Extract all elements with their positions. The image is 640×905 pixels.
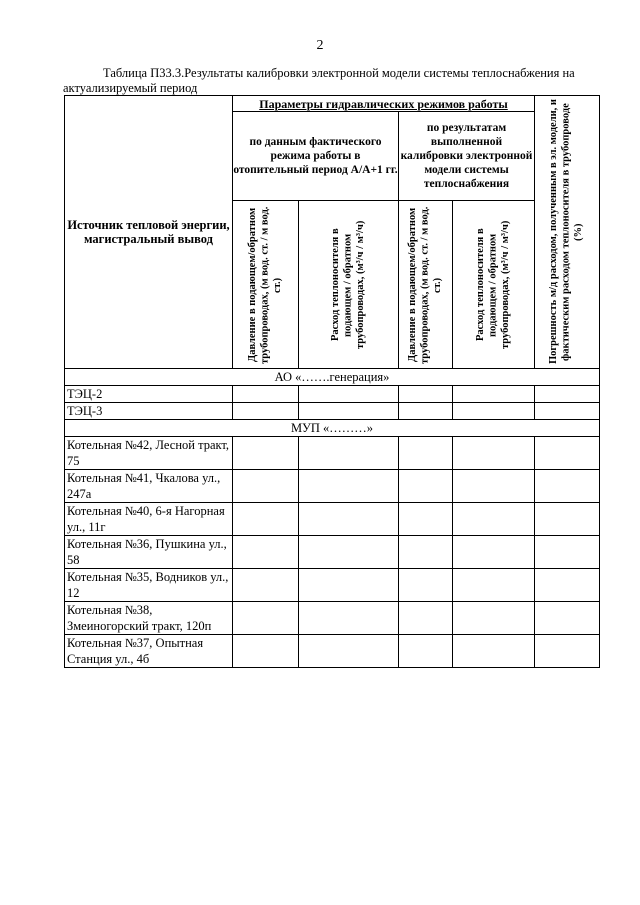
table-row-name: ТЭЦ-3 (65, 403, 233, 420)
header-flow-calib (453, 201, 535, 369)
table-row-name: Котельная №41, Чкалова ул., 247а (65, 470, 233, 503)
table-cell (233, 403, 299, 420)
table-cell (299, 437, 399, 470)
table-cell (453, 470, 535, 503)
table-cell (233, 503, 299, 536)
header-flow-fact (299, 201, 399, 369)
header-pressure-fact (233, 201, 299, 369)
table-cell (299, 403, 399, 420)
table-cell (233, 635, 299, 668)
table-cell (453, 635, 535, 668)
table-cell (399, 403, 453, 420)
table-row-name: ТЭЦ-2 (65, 386, 233, 403)
table-cell (453, 503, 535, 536)
table-cell (399, 386, 453, 403)
caption-line-2: актуализируемый период (63, 81, 198, 95)
header-params: Параметры гидравлических режимов работы (233, 96, 535, 112)
table-row-name: Котельная №40, 6-я Нагорная ул., 11г (65, 503, 233, 536)
header-error (535, 96, 600, 369)
table-cell (399, 437, 453, 470)
header-flow-calib-text: Расход теплоносителя в подающем / обратном трубопроводах, (м³/ч / м³/ч) (474, 220, 511, 349)
header-flow-fact-text: Расход теплоносителя в подающем / обратном трубопроводах, (м³/ч / м³/ч) (329, 220, 366, 349)
table-cell (535, 569, 600, 602)
header-pressure-calib (399, 201, 453, 369)
table-cell (299, 602, 399, 635)
header-fact: по данным фактического режима работы в отопительный период А/А+1 гг. (233, 112, 399, 201)
header-pressure-fact-text: Давление в подающем/обратном трубопроводах, (м вод. ст. / м вод. ст.) (246, 205, 283, 364)
caption-line-1: Таблица П33.3.Результаты калибровки электронной модели системы теплоснабжения на (103, 66, 575, 80)
table-cell (233, 536, 299, 569)
section-title: МУП «………» (65, 420, 600, 437)
table-cell (535, 635, 600, 668)
table-cell (399, 536, 453, 569)
table-row-name: Котельная №37, Опытная Станция ул., 4б (65, 635, 233, 668)
table-caption (63, 66, 603, 96)
table-cell (453, 386, 535, 403)
table-cell (233, 602, 299, 635)
table-cell (453, 602, 535, 635)
table-cell (535, 503, 600, 536)
table-cell (299, 536, 399, 569)
header-error-text: Погрешность м/д расходом, полученным в эл. модели, и фактическим расходом теплоносителя в трубопроводе (%) (548, 99, 585, 365)
table-cell (299, 386, 399, 403)
table-cell (535, 437, 600, 470)
table-cell (453, 437, 535, 470)
table-cell (233, 437, 299, 470)
calibration-table (64, 95, 600, 668)
table-cell (299, 470, 399, 503)
table-cell (233, 386, 299, 403)
table-cell (233, 470, 299, 503)
table-cell (399, 503, 453, 536)
table-cell (399, 569, 453, 602)
table-cell (453, 569, 535, 602)
table-row-name: Котельная №38, Змеиногорский тракт, 120п (65, 602, 233, 635)
table-cell (399, 602, 453, 635)
table-cell (299, 569, 399, 602)
section-title: АО «…….генерация» (65, 369, 600, 386)
table-cell (299, 635, 399, 668)
table-cell (535, 536, 600, 569)
header-source: Источник тепловой энергии, магистральный вывод (65, 96, 233, 369)
table-cell (399, 635, 453, 668)
table-row-name: Котельная №42, Лесной тракт, 75 (65, 437, 233, 470)
table-row-name: Котельная №36, Пушкина ул., 58 (65, 536, 233, 569)
table-cell (535, 602, 600, 635)
table-cell (453, 403, 535, 420)
table-cell (535, 403, 600, 420)
header-pressure-calib-text: Давление в подающем/обратном трубопроводах, (м вод. ст. / м вод. ст.) (406, 205, 443, 364)
table-cell (453, 536, 535, 569)
table-cell (535, 386, 600, 403)
table-cell (535, 470, 600, 503)
page-number: 2 (316, 38, 324, 53)
table-cell (299, 503, 399, 536)
table-row-name: Котельная №35, Водников ул., 12 (65, 569, 233, 602)
table-cell (399, 470, 453, 503)
table-cell (233, 569, 299, 602)
header-calib: по результатам выполненной калибровки электронной модели системы теплоснабжения (399, 112, 535, 201)
